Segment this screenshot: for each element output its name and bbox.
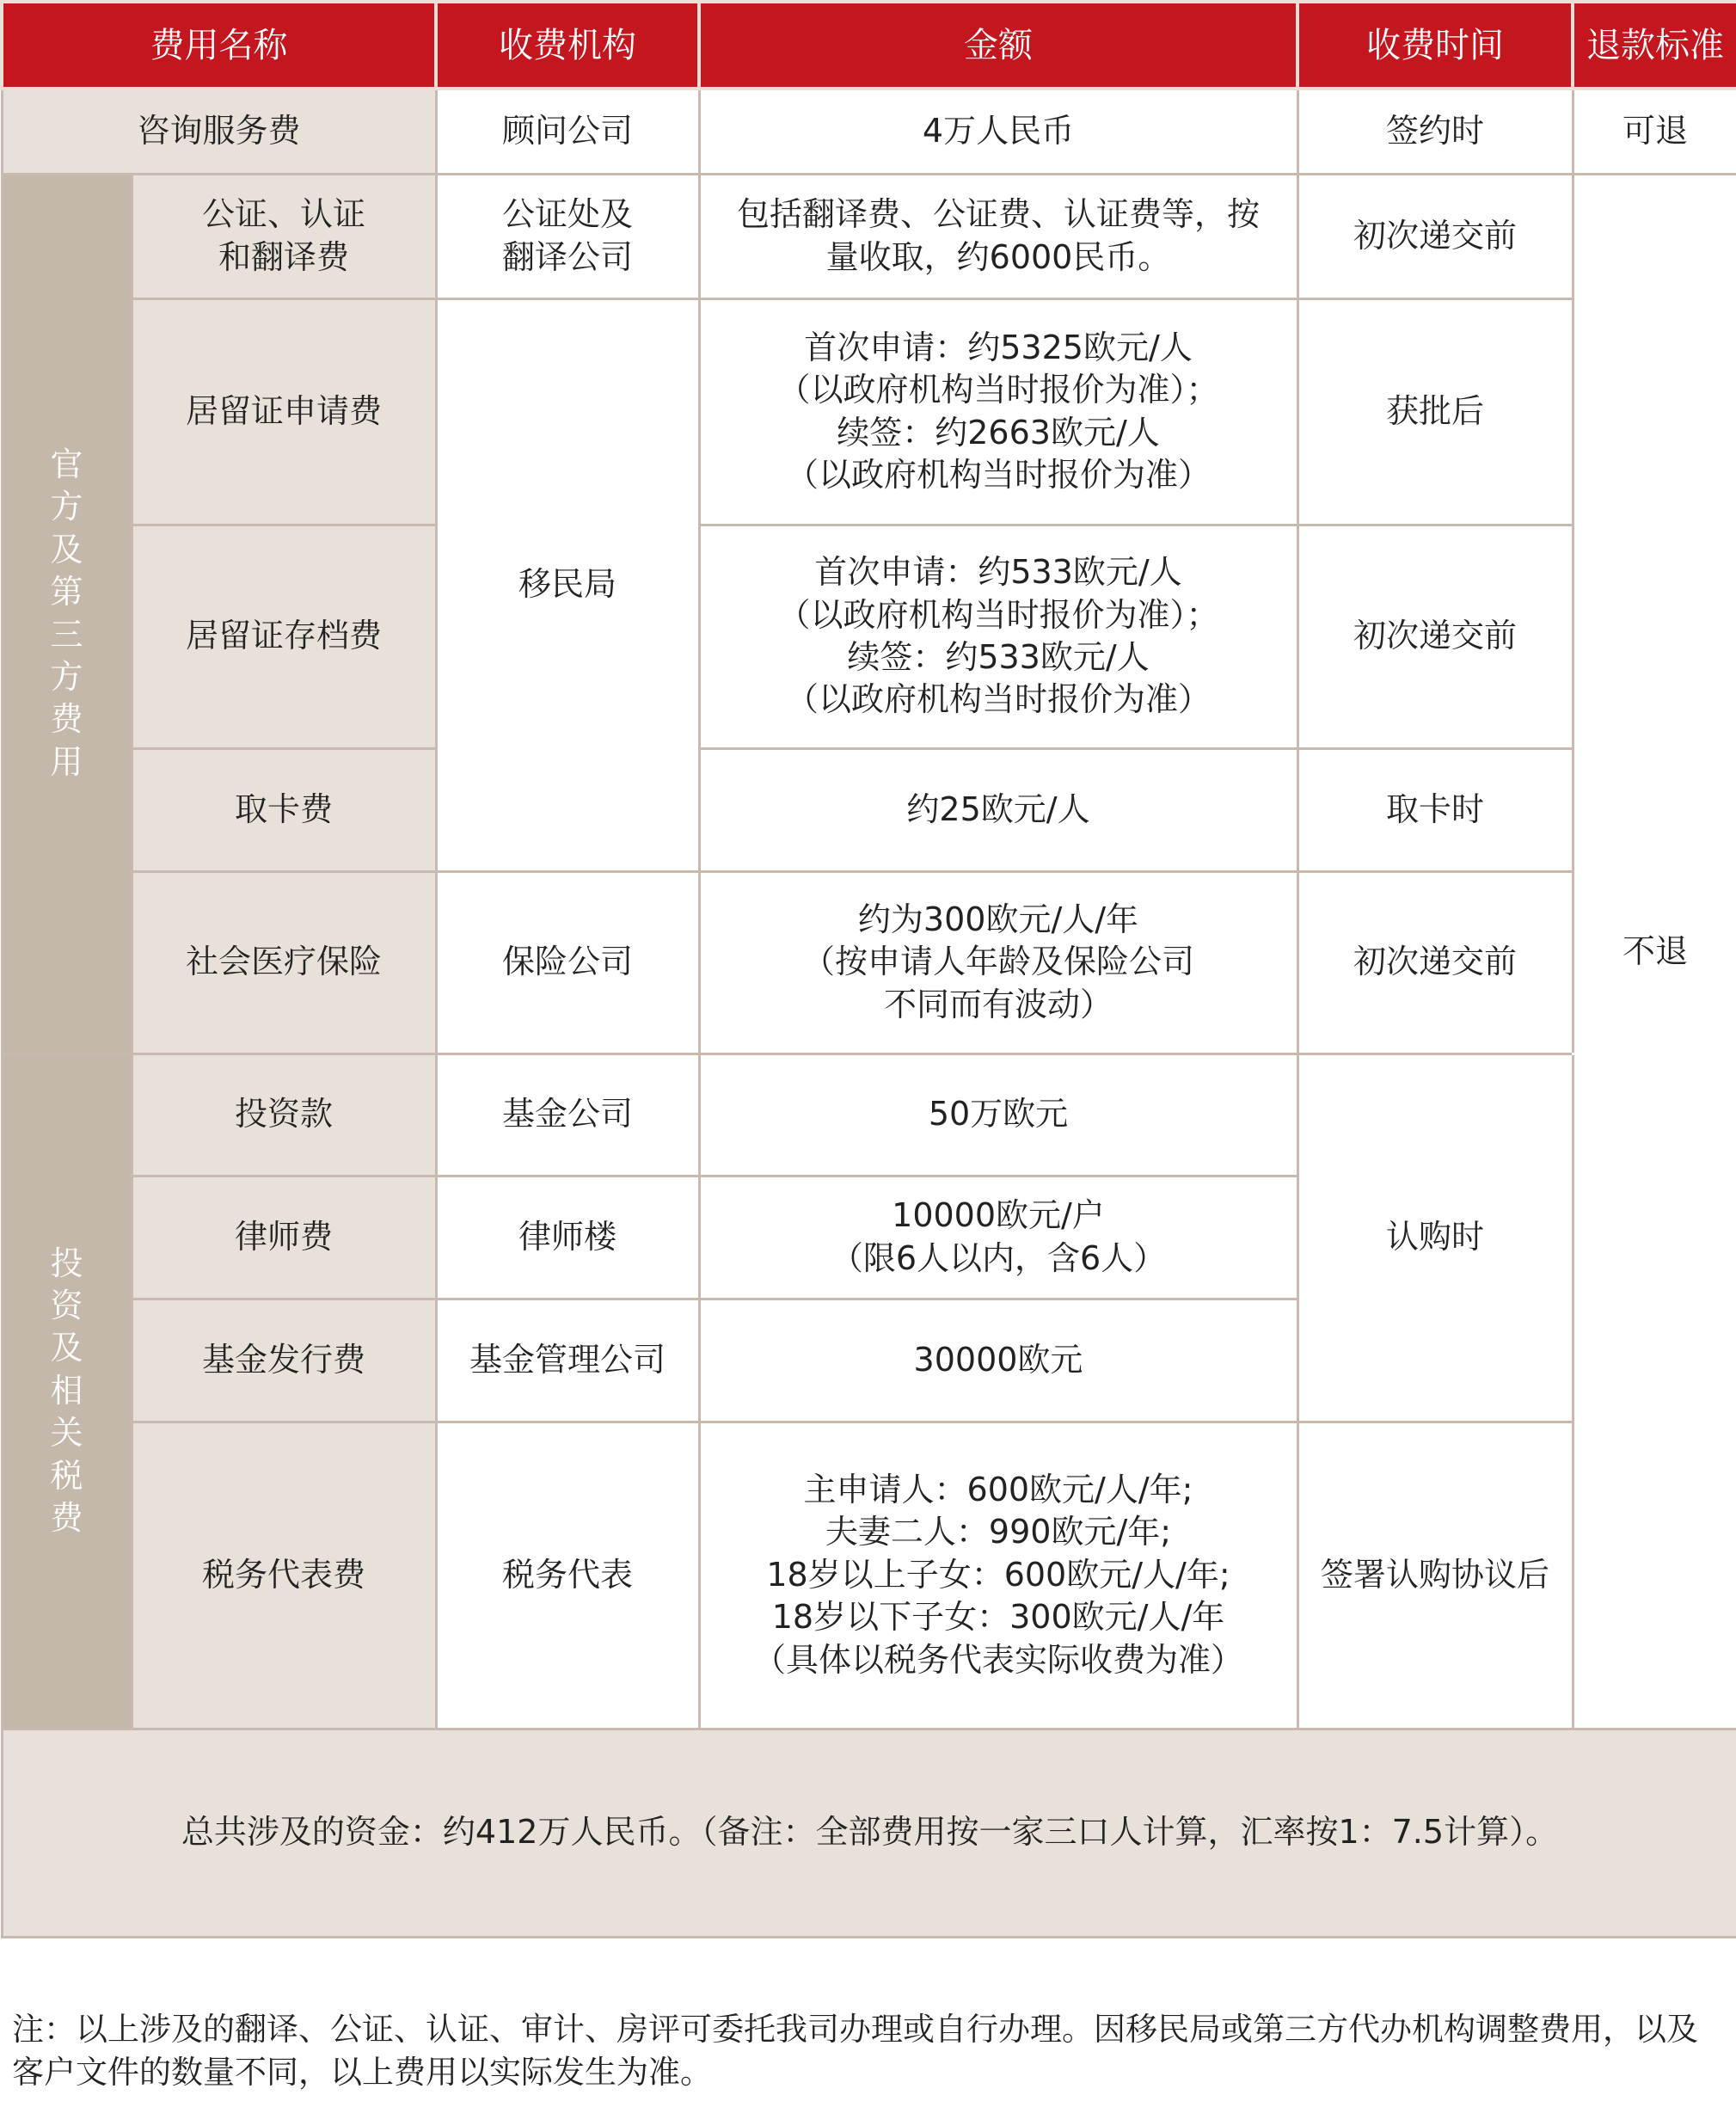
category-investment-taxes: 投 资 及 相 关 税 费 xyxy=(2,1054,132,1729)
tax-rep-name: 税务代表费 xyxy=(132,1422,436,1729)
insurance-org: 保险公司 xyxy=(436,871,699,1054)
card-amount: 约25欧元/人 xyxy=(699,748,1297,871)
permit-apply-amount: 首次申请：约5325欧元/人 （以政府机构当时报价为准）； 续签：约2663欧元/人 （以政府机构当时报价为准） xyxy=(699,298,1297,525)
header-row xyxy=(2,2,1736,89)
tax-rep-time: 签署认购协议后 xyxy=(1297,1422,1573,1729)
header-time: 收费时间 xyxy=(1297,2,1573,89)
lawyer-org: 律师楼 xyxy=(436,1176,699,1299)
total-row xyxy=(2,1729,1736,1937)
header-amount: 金额 xyxy=(699,2,1297,89)
table-row xyxy=(2,1422,1736,1729)
insurance-name: 社会医疗保险 xyxy=(132,871,436,1054)
table-row xyxy=(2,89,1736,174)
header-org: 收费机构 xyxy=(436,2,699,89)
consult-time: 签约时 xyxy=(1297,89,1573,174)
notary-amount: 包括翻译费、公证费、认证费等，按 量收取，约6000民币。 xyxy=(699,174,1297,298)
header-refund: 退款标准 xyxy=(1573,2,1736,89)
subscribe-time: 认购时 xyxy=(1297,1054,1573,1422)
card-name: 取卡费 xyxy=(132,748,436,871)
consult-refund: 可退 xyxy=(1573,89,1736,174)
lawyer-amount: 10000欧元/户 （限6人以内，含6人） xyxy=(699,1176,1297,1299)
insurance-amount: 约为300欧元/人/年 （按申请人年龄及保险公司 不同而有波动） xyxy=(699,871,1297,1054)
permit-apply-name: 居留证申请费 xyxy=(132,298,436,525)
tax-rep-amount: 主申请人：600欧元/人/年; 夫妻二人：990欧元/年; 18岁以上子女：600欧元/人/年; 18岁以下子女：300欧元/人/年 （具体以税务代表实际收费为准） xyxy=(699,1422,1297,1729)
no-refund-label: 不退 xyxy=(1575,927,1735,975)
card-time: 取卡时 xyxy=(1297,748,1573,871)
category-official-fees: 官 方 及 第 三 方 费 用 xyxy=(2,174,132,1054)
notary-name: 公证、认证 和翻译费 xyxy=(132,174,436,298)
table-row xyxy=(2,298,1736,525)
lawyer-name: 律师费 xyxy=(132,1176,436,1299)
table-row xyxy=(2,525,1736,748)
notary-org: 公证处及 翻译公司 xyxy=(436,174,699,298)
footnote: 注：以上涉及的翻译、公证、认证、审计、房评可委托我司办理或自行办理。因移民局或第三方代办机构调整费用，以及客户文件的数量不同，以上费用以实际发生为准。 xyxy=(12,2011,1698,2091)
fund-issue-org: 基金管理公司 xyxy=(436,1299,699,1422)
total-summary: 总共涉及的资金：约412万人民币。（备注：全部费用按一家三口人计算，汇率按1：7.5计算）。 xyxy=(2,1729,1736,1937)
immigration-org: 移民局 xyxy=(436,298,699,871)
investment-name: 投资款 xyxy=(132,1054,436,1176)
notary-time: 初次递交前 xyxy=(1297,174,1573,298)
no-refund-cell xyxy=(1573,174,1736,1054)
tax-rep-org: 税务代表 xyxy=(436,1422,699,1729)
table-row xyxy=(2,871,1736,1054)
consult-name: 咨询服务费 xyxy=(2,89,436,174)
fund-issue-amount: 30000欧元 xyxy=(699,1299,1297,1422)
header-fee-name: 费用名称 xyxy=(2,2,436,89)
insurance-time: 初次递交前 xyxy=(1297,871,1573,1054)
consult-amount: 4万人民币 xyxy=(699,89,1297,174)
fund-issue-name: 基金发行费 xyxy=(132,1299,436,1422)
permit-archive-name: 居留证存档费 xyxy=(132,525,436,748)
investment-amount: 50万欧元 xyxy=(699,1054,1297,1176)
table-row xyxy=(2,174,1736,298)
table-row xyxy=(2,748,1736,871)
consult-org: 顾问公司 xyxy=(436,89,699,174)
permit-apply-time: 获批后 xyxy=(1297,298,1573,525)
permit-archive-amount: 首次申请：约533欧元/人 （以政府机构当时报价为准）； 续签：约533欧元/人 （以政府机构当时报价为准） xyxy=(699,525,1297,748)
table-row xyxy=(2,1054,1736,1176)
investment-org: 基金公司 xyxy=(436,1054,699,1176)
permit-archive-time: 初次递交前 xyxy=(1297,525,1573,748)
no-refund-cell-2 xyxy=(1573,1054,1736,1729)
